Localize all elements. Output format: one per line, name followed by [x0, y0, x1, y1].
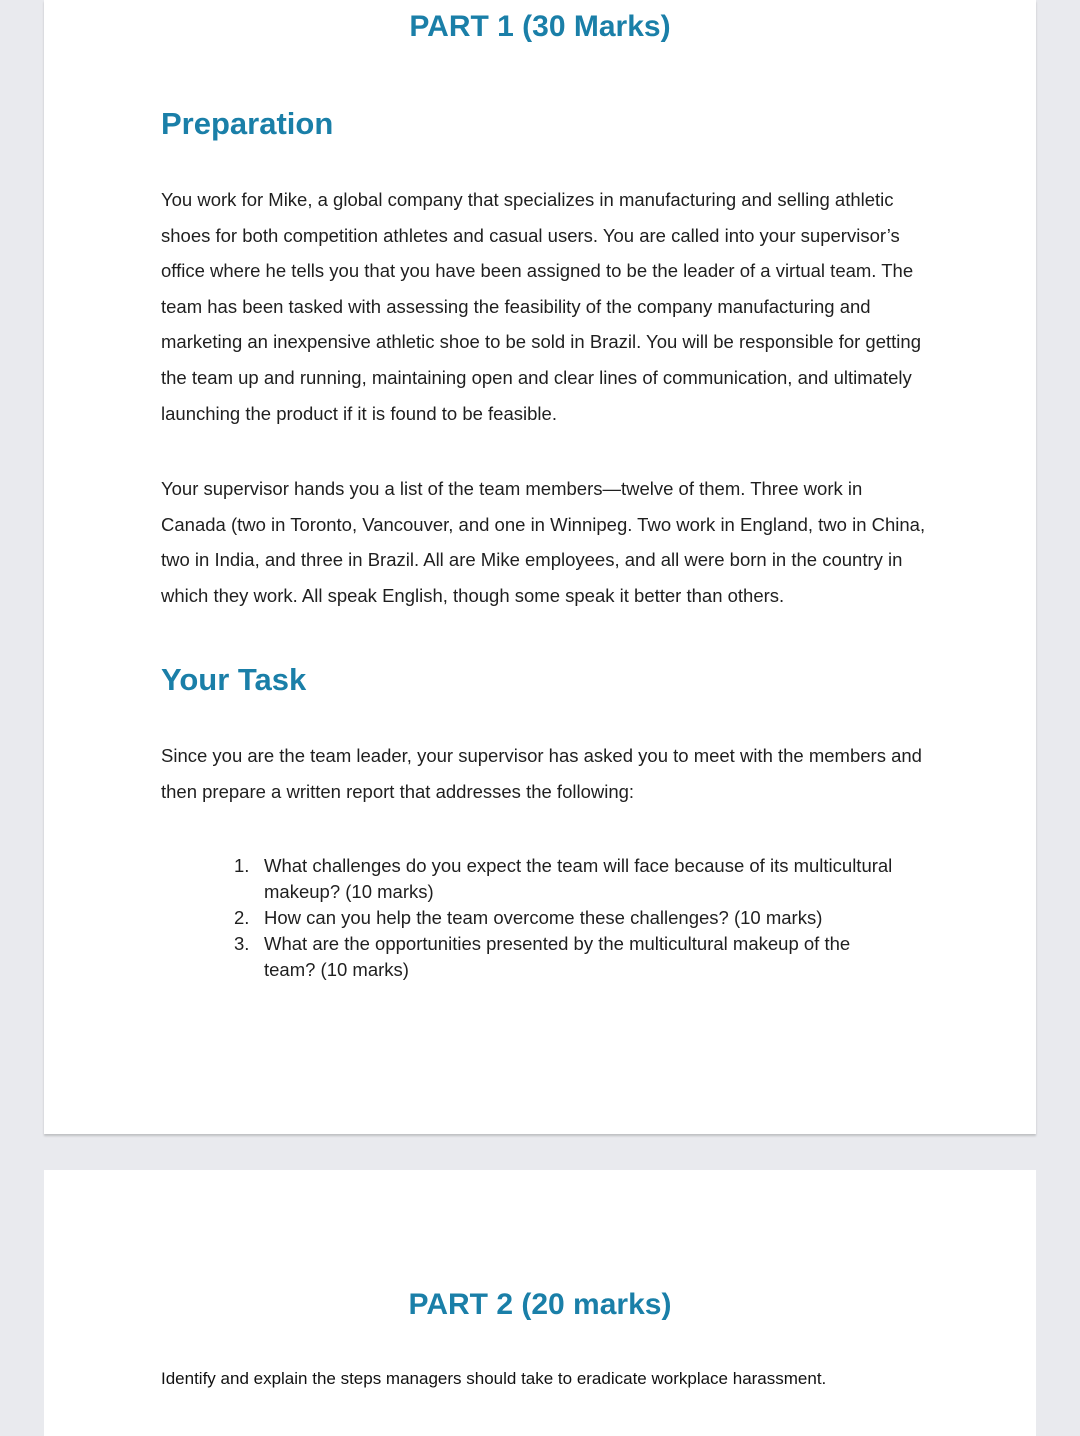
- preparation-paragraph-2: Your supervisor hands you a list of the team members—twelve of them. Three work in Canada (two in Toronto, Vancouver, and one in Winnipeg. Two work in England, two in China, two in India, and three in Brazil. All are Mike employees, and all were born in the country in which they work. All speak English, though some speak it better than others.: [161, 478, 926, 606]
- list-item-text: What are the opportunities presented by the multicultural makeup of the team? (10 marks): [264, 933, 851, 980]
- preparation-heading: Preparation: [161, 106, 334, 141]
- list-item: [234, 931, 894, 983]
- list-item-number: 3.: [234, 933, 250, 954]
- part-1-title: PART 1 (30 Marks): [409, 10, 671, 43]
- part-2-prompt: Identify and explain the steps managers should take to eradicate workplace harassment.: [161, 1369, 827, 1388]
- list-item-number: 1.: [234, 855, 250, 876]
- list-item: [234, 853, 894, 905]
- list-item: [234, 905, 894, 931]
- your-task-heading: Your Task: [161, 662, 307, 697]
- list-item-text: How can you help the team overcome these challenges? (10 marks): [264, 907, 823, 928]
- preparation-paragraph-1: You work for Mike, a global company that specializes in manufacturing and selling athletic shoes for both competition athletes and casual users. You are called into your supervisor’s office where he tells you that you have been assigned to be the leader of a virtual team. The team has been tasked with assessing the feasibility of the company manufacturing and marketing an inexpensive athletic shoe to be sold in Brazil. You will be responsible for getting the team up and running, maintaining open and clear lines of communication, and ultimately launching the product if it is found to be feasible.: [161, 189, 921, 424]
- document-page-2: [44, 1170, 1036, 1436]
- task-intro-paragraph: Since you are the team leader, your supervisor has asked you to meet with the members and then prepare a written report that addresses the following:: [161, 745, 922, 802]
- list-item-text: What challenges do you expect the team will face because of its multicultural makeup? (10 marks): [264, 855, 893, 902]
- list-item-number: 2.: [234, 907, 250, 928]
- document-page-1: [44, 0, 1036, 1134]
- part-2-title: PART 2 (20 marks): [408, 1288, 672, 1321]
- task-questions-list: [234, 853, 894, 983]
